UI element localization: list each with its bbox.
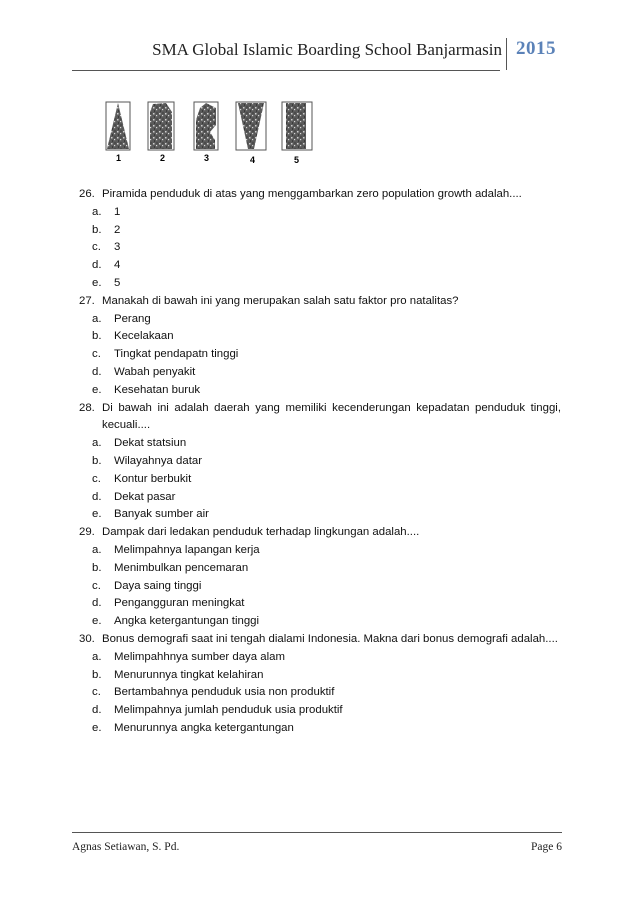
option-letter: d.: [92, 490, 102, 503]
question-30: [79, 631, 561, 649]
question-text: Di bawah ini adalah daerah yang memiliki kecenderungan kepadatan penduduk tinggi, kecuali....: [102, 401, 561, 432]
question-number: 29.: [79, 526, 95, 539]
option-letter: c.: [92, 348, 101, 361]
option-text: Bertambahnya penduduk usia non produktif: [114, 686, 335, 699]
option-item: [79, 257, 561, 275]
header-year: 2015: [516, 38, 556, 59]
footer-rule: [72, 832, 562, 833]
option-letter: b.: [92, 668, 102, 681]
option-letter: b.: [92, 454, 102, 467]
figure-label-5: 5: [294, 155, 300, 165]
option-letter: e.: [92, 508, 102, 521]
option-letter: d.: [92, 365, 102, 378]
option-text: Dekat statsiun: [114, 437, 187, 450]
question-27: [79, 293, 561, 311]
option-text: Wabah penyakit: [114, 365, 196, 378]
option-text: Kontur berbukit: [114, 472, 192, 485]
option-letter: b.: [92, 330, 102, 343]
population-pyramid-figure: [98, 100, 318, 166]
option-text: Menurunnya angka ketergantungan: [114, 721, 294, 734]
option-item: [79, 204, 561, 222]
pyramid-5-shape: [286, 103, 306, 149]
option-item: [79, 720, 561, 738]
option-text: Wilayahnya datar: [114, 454, 203, 467]
header-title: SMA Global Islamic Boarding School Banjarmasin: [152, 40, 502, 59]
option-text: 4: [114, 259, 121, 272]
question-text: Piramida penduduk di atas yang menggambarkan zero population growth adalah....: [102, 188, 522, 200]
option-letter: e.: [92, 383, 102, 396]
question-number: 28.: [79, 401, 95, 414]
option-item: [79, 489, 561, 507]
option-text: Dekat pasar: [114, 490, 176, 503]
option-text: Banyak sumber air: [114, 508, 209, 521]
question-number: 27.: [79, 294, 95, 307]
option-letter: c.: [92, 472, 101, 485]
option-letter: a.: [92, 543, 102, 556]
option-text: 2: [114, 223, 121, 236]
question-text: Manakah di bawah ini yang merupakan salah satu faktor pro natalitas?: [102, 294, 459, 307]
question-text: Bonus demografi saat ini tengah dialami Indonesia. Makna dari bonus demografi adalah....: [102, 632, 558, 645]
option-item: [79, 364, 561, 382]
option-letter: a.: [92, 437, 102, 450]
option-item: [79, 222, 561, 240]
figure-label-4: 4: [250, 155, 256, 165]
figure-label-2: 2: [160, 153, 166, 163]
option-letter: d.: [92, 259, 102, 272]
footer-page-number: Page 6: [531, 841, 562, 853]
option-text: Menurunnya tingkat kelahiran: [114, 668, 264, 681]
option-letter: c.: [92, 241, 101, 254]
figure-label-1: 1: [116, 153, 122, 163]
figure-label-3: 3: [204, 153, 210, 163]
option-text: Menimbulkan pencemaran: [114, 561, 249, 574]
option-item: [79, 346, 561, 364]
option-item: [79, 453, 561, 471]
option-text: Pengangguran meningkat: [114, 597, 245, 610]
option-item: [79, 382, 561, 400]
question-29: [79, 524, 561, 542]
header-rule: [72, 70, 500, 71]
option-item: [79, 578, 561, 596]
option-item: [79, 506, 561, 524]
option-letter: c.: [92, 579, 101, 592]
option-text: Daya saing tinggi: [114, 579, 202, 592]
footer-author: Agnas Setiawan, S. Pd.: [72, 841, 180, 853]
option-letter: d.: [92, 704, 102, 717]
pyramid-2-shape: [150, 103, 172, 149]
option-item: [79, 560, 561, 578]
option-text: 5: [114, 276, 121, 289]
option-letter: e.: [92, 615, 102, 628]
option-letter: e.: [92, 276, 102, 289]
question-28: [79, 400, 561, 436]
option-text: Melimpahhnya sumber daya alam: [114, 650, 285, 663]
option-letter: b.: [92, 223, 102, 236]
option-text: 3: [114, 241, 121, 254]
option-letter: e.: [92, 721, 102, 734]
option-text: Kesehatan buruk: [114, 383, 201, 396]
option-item: [79, 595, 561, 613]
option-item: [79, 702, 561, 720]
option-item: [79, 311, 561, 329]
option-item: [79, 328, 561, 346]
option-item: [79, 471, 561, 489]
option-letter: c.: [92, 686, 101, 699]
header-separator: [506, 38, 507, 70]
question-number: 26.: [79, 188, 95, 200]
option-item: [79, 275, 561, 293]
option-item: [79, 649, 561, 667]
option-item: [79, 667, 561, 685]
option-text: Melimpahnya lapangan kerja: [114, 543, 260, 556]
option-text: Tingkat pendapatn tinggi: [114, 348, 239, 361]
option-letter: a.: [92, 312, 102, 325]
option-item: [79, 542, 561, 560]
option-text: Perang: [114, 312, 151, 325]
option-text: Melimpahnya jumlah penduduk usia produktif: [114, 704, 343, 717]
option-letter: d.: [92, 597, 102, 610]
option-item: [79, 613, 561, 631]
option-text: 1: [114, 205, 121, 218]
option-letter: a.: [92, 205, 102, 218]
option-text: Angka ketergantungan tinggi: [114, 615, 260, 628]
question-number: 30.: [79, 632, 95, 645]
option-letter: b.: [92, 561, 102, 574]
option-item: [79, 239, 561, 257]
question-26: [79, 186, 561, 204]
question-list: [79, 186, 561, 738]
option-item: [79, 684, 561, 702]
option-item: [79, 435, 561, 453]
question-text: Dampak dari ledakan penduduk terhadap lingkungan adalah....: [102, 526, 420, 539]
option-text: Kecelakaan: [114, 330, 174, 343]
option-letter: a.: [92, 650, 102, 663]
